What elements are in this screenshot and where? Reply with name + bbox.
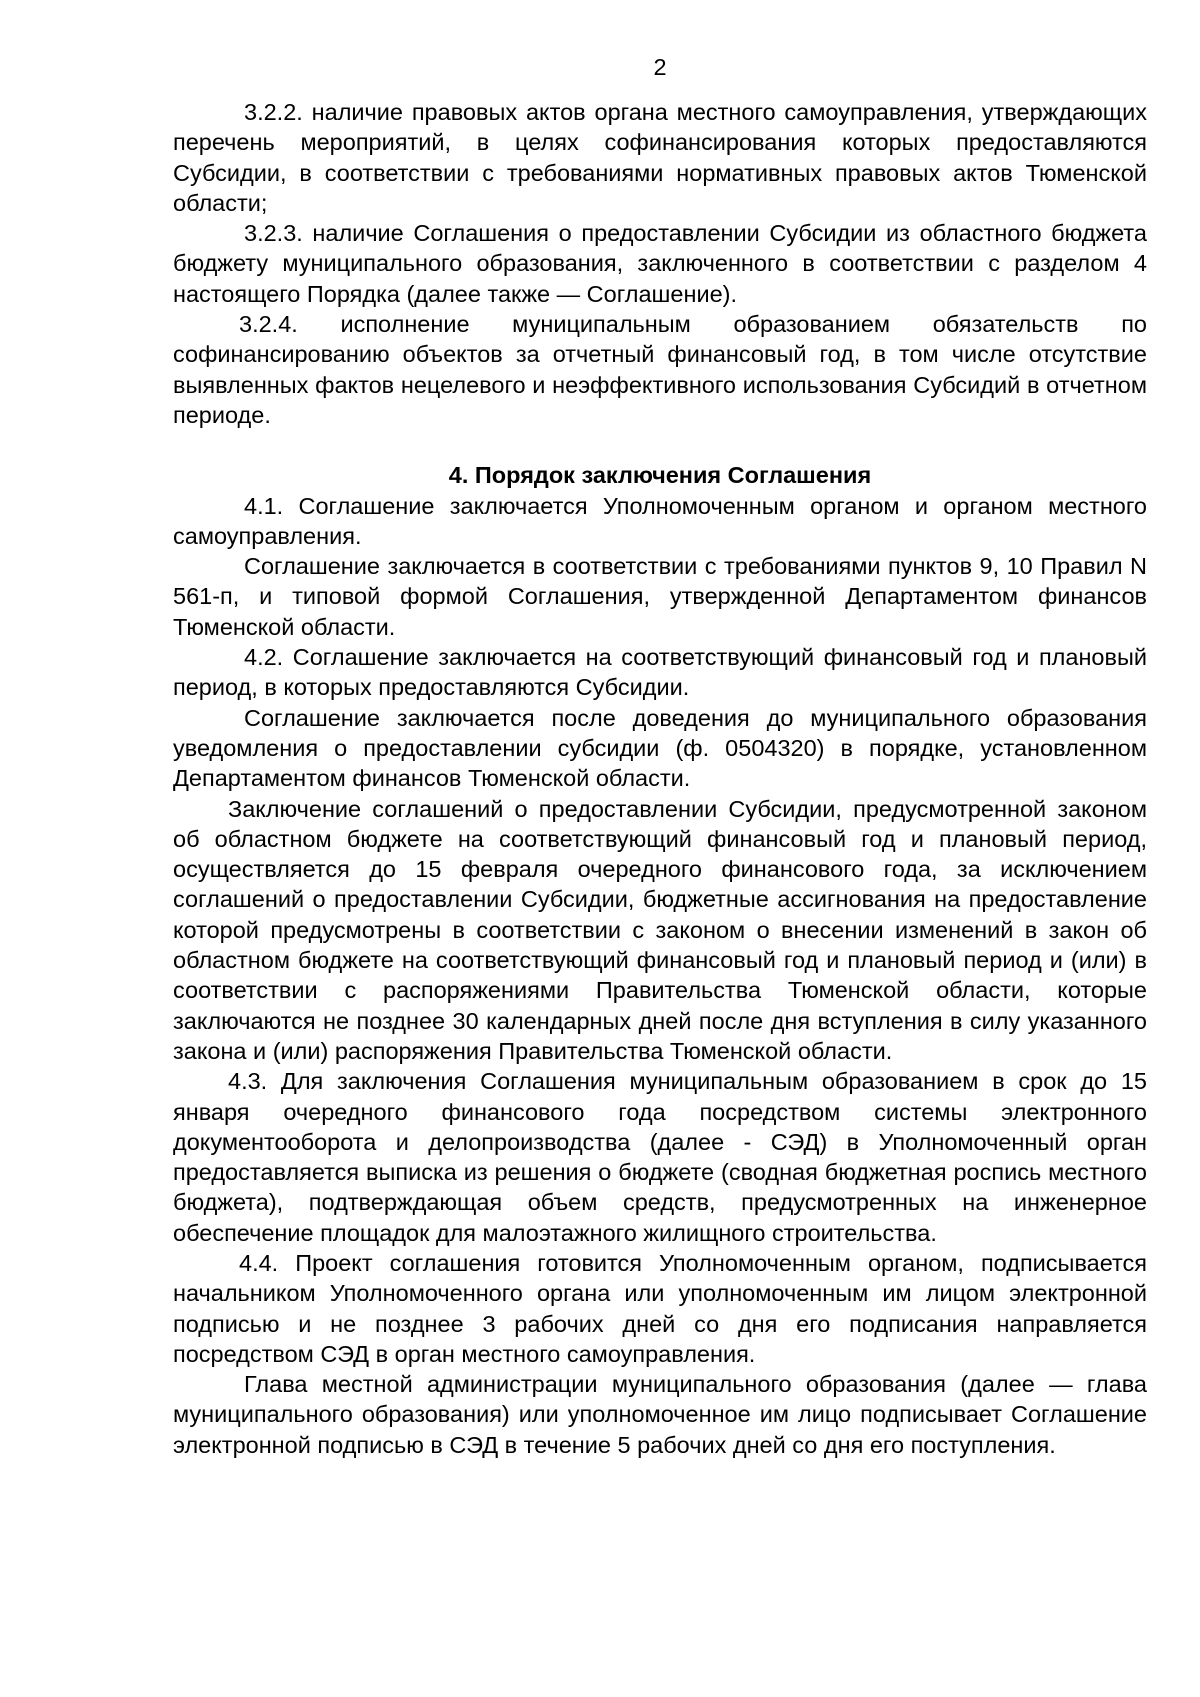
paragraph-3-2-4: 3.2.4. исполнение муниципальным образованием обязательств по софинансированию объектов за отчетный финансовый год, в том числе отсутствие выявленных фактов нецелевого и неэффективного использования Субсидий в отчетном периоде. xyxy=(173,311,1147,428)
paragraph-4-2-notification: Соглашение заключается после доведения до муниципального образования уведомления о предоставлении субсидии (ф. 0504320) в порядке, установленном Департаментом финансов Тюменской области. xyxy=(173,704,1147,792)
document-page xyxy=(173,52,1147,1460)
page-number: 2 xyxy=(653,54,667,80)
paragraph-4-4-signing: Глава местной администрации муниципального образования (далее — глава муниципального образования) или уполномоченное им лицо подписывает Соглашение электронной подписью в СЭД в течение 5 рабочих дней со дня его поступления. xyxy=(173,1371,1147,1458)
paragraph-3-2-3: 3.2.3. наличие Соглашения о предоставлении Субсидии из областного бюджета бюджету муниципального образования, заключенного в соответствии с разделом 4 настоящего Порядка (далее также — Соглашение). xyxy=(173,220,1147,307)
paragraph-4-1: 4.1. Соглашение заключается Уполномоченным органом и органом местного самоуправления. xyxy=(173,492,1147,549)
paragraph-4-2-deadline: Заключение соглашений о предоставлении Субсидии, предусмотренной законом об областном бюджете на соответствующий финансовый год и плановый период, осуществляется до 15 февраля очередного финансового года, за исключением соглашений о предоставлении Субсидии, бюджетные ассигнования на предоставление которой предусмотрены в соответствии с законом о внесении изменений в закон об областном бюджете на соответствующий финансовый год и плановый период и (или) в соответствии с распоряжениями Правительства Тюменской области, которые заключаются не позднее 30 календарных дней после дня вступления в силу указанного закона и (или) распоряжения Правительства Тюменской области. xyxy=(173,795,1147,1064)
section-title: 4. Порядок заключения Соглашения xyxy=(448,462,872,489)
paragraph-3-2-2: 3.2.2. наличие правовых актов органа местного самоуправления, утверждающих перечень мероприятий, в целях софинансирования которых предоставляются Субсидии, в соответствии с требованиями нормативных правовых актов Тюменской области; xyxy=(173,99,1147,216)
paragraph-4-2: 4.2. Соглашение заключается на соответствующий финансовый год и плановый период, в которых предоставляются Субсидии. xyxy=(173,644,1147,701)
paragraph-4-3: 4.3. Для заключения Соглашения муниципальным образованием в срок до 15 января очередного финансового года посредством системы электронного документооборота и делопроизводства (далее - СЭД) в Уполномоченный орган предоставляется выписка из решения о бюджете (сводная бюджетная роспись местного бюджета), подтверждающая объем средств, предусмотренных на инженерное обеспечение площадок для малоэтажного жилищного строительства. xyxy=(173,1068,1147,1246)
paragraph-4-1-requirements: Соглашение заключается в соответствии с требованиями пунктов 9, 10 Правил N 561-п, и типовой формой Соглашения, утвержденной Департаментом финансов Тюменской области. xyxy=(173,553,1147,640)
paragraph-4-4: 4.4. Проект соглашения готовится Уполномоченным органом, подписывается начальником Уполномоченного органа или уполномоченным им лицом электронной подписью и не позднее 3 рабочих дней со дня его подписания направляется посредством СЭД в орган местного самоуправления. xyxy=(173,1249,1147,1367)
